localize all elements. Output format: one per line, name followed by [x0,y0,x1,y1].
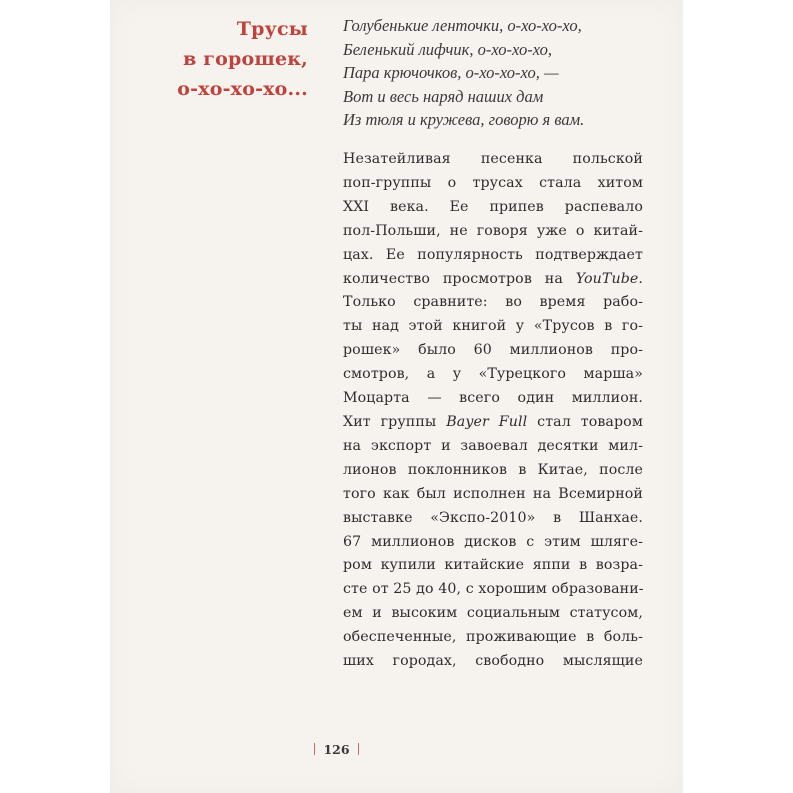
text-line: пол-Польши, не говоря уже о китай- [343,222,643,239]
text-line: поп-группы о трусах стала хитом [343,174,643,191]
text-line: 67 миллионов дисков с этим шляге- [343,533,643,550]
band-name: Bayer Full [446,413,528,430]
text-line: обеспеченные, проживающие в боль- [343,629,643,646]
text-line: на экспорт и завоевал десятки мил- [343,437,643,454]
text-line [343,268,643,292]
poem-line: Вот и весь наряд наших дам [343,86,544,106]
poem-line: Пара крючочков, о-хо-хо-хо, — [343,63,559,82]
epigraph-poem [343,14,663,132]
poem-line: Из тюля и кружева, говорю я вам. [343,110,585,129]
text-line: ром купили китайские яппи в возра- [343,557,643,574]
text-segment: . [638,270,643,287]
text-line: ты над этой книгой у «Трусов в го- [343,318,643,335]
page-footer [110,742,563,757]
poem-line: Беленький лифчик, о-хо-хо-хо, [343,39,552,59]
text-segment: Хит группы [343,413,437,430]
text-line: выставке «Экспо-2010» в Шанхае. [343,509,643,526]
text-line: Незатейливая песенка польской [343,151,643,167]
text-line: цах. Ее популярность подтверждает [343,246,643,263]
text-line: смотров, а у «Турецкого марша» [343,366,643,383]
text-segment: количество просмотров на [343,270,563,287]
page-number: 126 [323,742,350,757]
footer-divider-right [358,743,359,755]
heading-line: в горошек, [183,48,308,70]
heading-line: Трусы [236,18,308,40]
text-segment: стал товаром [537,413,643,430]
text-line: сте от 25 до 40, с хорошим образовани- [343,581,644,598]
text-line: рошек» было 60 миллионов про- [343,342,643,359]
text-line: того как был исполнен на Всемирной [343,485,643,502]
heading-line: о-хо-хо-хо... [177,78,308,100]
text-line [343,411,643,435]
footer-divider-left [314,743,315,755]
text-line: ем и высоким социальным статусом, [343,605,643,622]
chapter-heading [110,14,308,104]
youtube-reference: YouTube [575,270,639,287]
body-text [343,148,643,674]
poem-line: Голубенькие ленточки, о-хо-хо-хо, [343,16,582,35]
text-line: XXI века. Ее припев распевало [343,198,643,215]
text-line: Моцарта — всего один миллион. [343,390,643,407]
text-line: Только сравните: во время рабо- [343,294,643,311]
text-line: лионов поклонников в Китае, после [343,461,643,478]
book-page [110,0,683,793]
text-line: ших городах, свободно мыслящие [343,653,643,670]
